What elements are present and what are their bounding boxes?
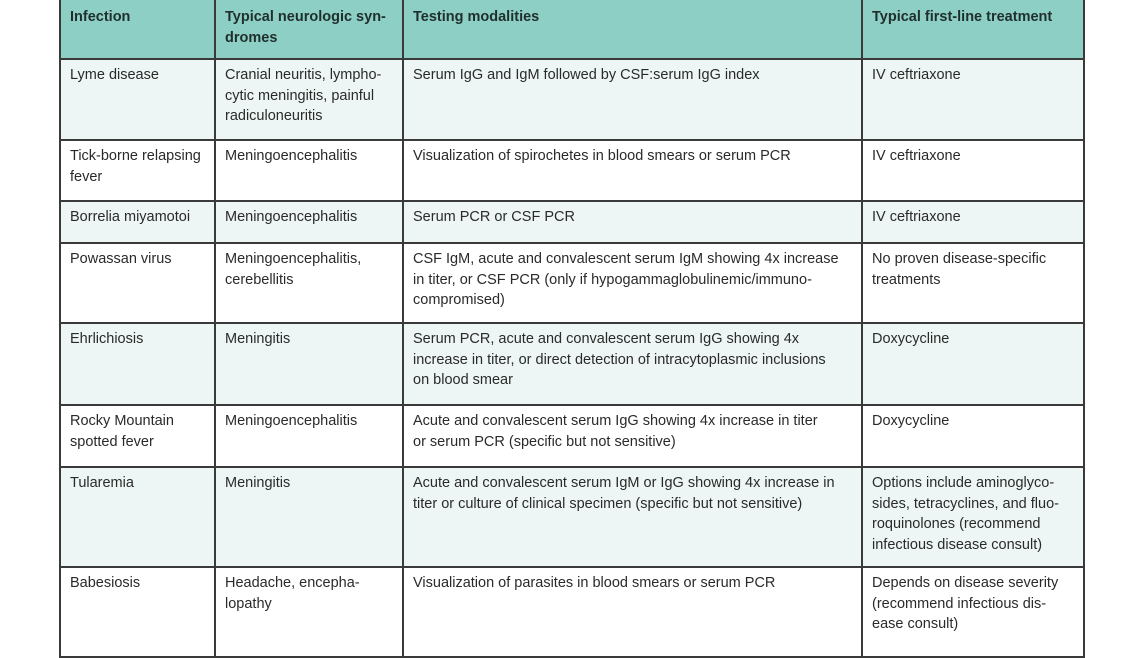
header-row xyxy=(60,0,1084,59)
infection-cell: Ehrlichiosis xyxy=(60,323,215,405)
table-row xyxy=(60,405,1084,467)
testing-cell: Serum PCR or CSF PCR xyxy=(403,201,862,243)
header-infection: Infection xyxy=(60,0,215,59)
header-syndromes: Typical neurologic syn- dromes xyxy=(215,0,403,59)
syndromes-cell: Meningoencephalitis xyxy=(215,140,403,201)
table-row xyxy=(60,140,1084,201)
treatment-cell: IV ceftriaxone xyxy=(862,140,1084,201)
table-row xyxy=(60,567,1084,657)
treatment-cell: Options include aminoglyco- sides, tetracyclines, and fluo- roquinolones (recommend infectious disease consult) xyxy=(862,467,1084,567)
infection-cell: Powassan virus xyxy=(60,243,215,323)
syndromes-cell: Meningoencephalitis, cerebellitis xyxy=(215,243,403,323)
testing-cell: Visualization of parasites in blood smears or serum PCR xyxy=(403,567,862,657)
infection-cell: Rocky Mountain spotted fever xyxy=(60,405,215,467)
infection-cell: Borrelia miyamotoi xyxy=(60,201,215,243)
testing-cell: Visualization of spirochetes in blood smears or serum PCR xyxy=(403,140,862,201)
table-row xyxy=(60,467,1084,567)
table-body xyxy=(60,59,1084,657)
table-row xyxy=(60,201,1084,243)
table-row xyxy=(60,59,1084,140)
treatment-cell: IV ceftriaxone xyxy=(862,201,1084,243)
table-row xyxy=(60,243,1084,323)
syndromes-cell: Meningitis xyxy=(215,323,403,405)
infection-cell: Lyme disease xyxy=(60,59,215,140)
treatment-cell: Doxycycline xyxy=(862,405,1084,467)
syndromes-cell: Meningoencephalitis xyxy=(215,405,403,467)
infection-cell: Babesiosis xyxy=(60,567,215,657)
treatment-cell: Depends on disease severity (recommend infectious dis- ease consult) xyxy=(862,567,1084,657)
header-testing: Testing modalities xyxy=(403,0,862,59)
infection-cell: Tick-borne relapsing fever xyxy=(60,140,215,201)
syndromes-cell: Meningoencephalitis xyxy=(215,201,403,243)
table-row xyxy=(60,323,1084,405)
infection-table xyxy=(59,0,1085,658)
testing-cell: CSF IgM, acute and convalescent serum IgM showing 4x increase in titer, or CSF PCR (only if hypogammaglobulinemic/immuno- compromised) xyxy=(403,243,862,323)
testing-cell: Acute and convalescent serum IgM or IgG showing 4x increase in titer or culture of clinical specimen (specific but not sensitive) xyxy=(403,467,862,567)
treatment-cell: Doxycycline xyxy=(862,323,1084,405)
treatment-cell: No proven disease-specific treatments xyxy=(862,243,1084,323)
syndromes-cell: Cranial neuritis, lympho- cytic meningitis, painful radiculoneuritis xyxy=(215,59,403,140)
testing-cell: Acute and convalescent serum IgG showing 4x increase in titer or serum PCR (specific but not sensitive) xyxy=(403,405,862,467)
testing-cell: Serum PCR, acute and convalescent serum IgG showing 4x increase in titer, or direct detection of intracytoplasmic inclusions on blood smear xyxy=(403,323,862,405)
syndromes-cell: Meningitis xyxy=(215,467,403,567)
infection-cell: Tularemia xyxy=(60,467,215,567)
header-treatment: Typical first-line treatment xyxy=(862,0,1084,59)
testing-cell: Serum IgG and IgM followed by CSF:serum IgG index xyxy=(403,59,862,140)
syndromes-cell: Headache, encepha- lopathy xyxy=(215,567,403,657)
treatment-cell: IV ceftriaxone xyxy=(862,59,1084,140)
